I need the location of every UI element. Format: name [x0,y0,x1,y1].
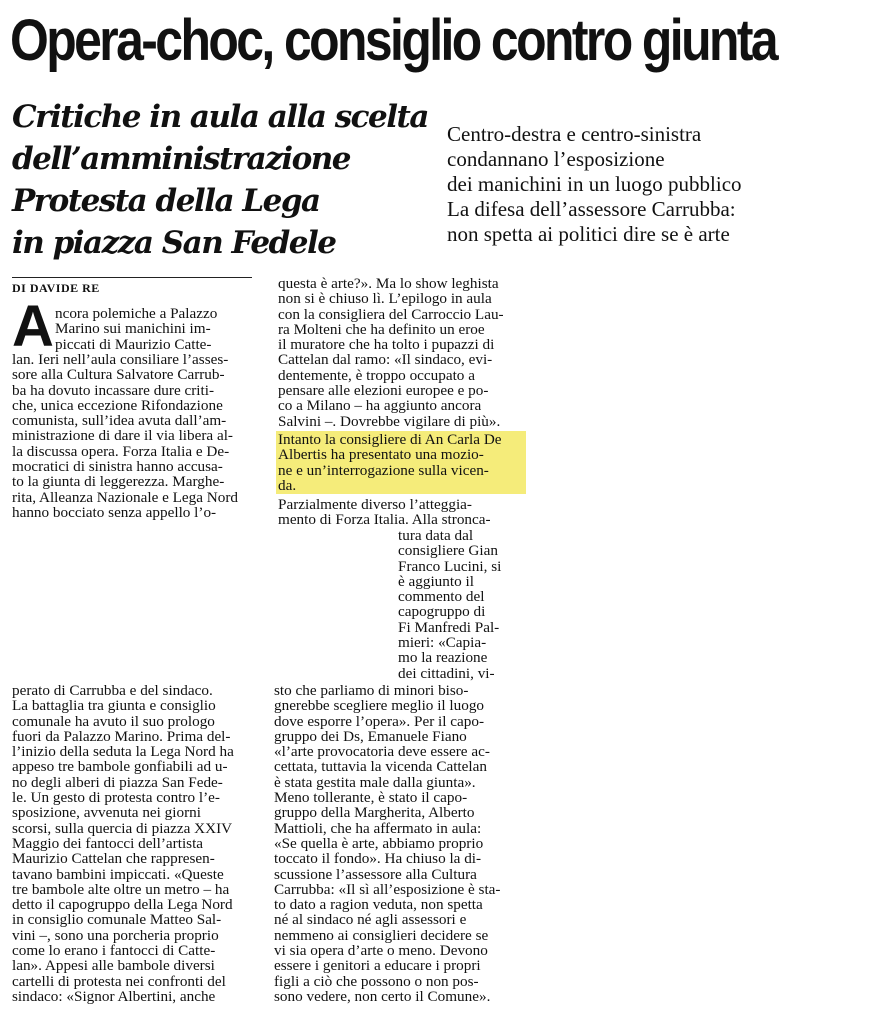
text-line: Mattioli, che ha affermato in aula: [274,819,482,837]
text-line: hanno bocciato senza appello l’o- [12,503,217,521]
text-line: co a Milano – ha aggiunto ancora [278,397,482,415]
text-line: Maurizio Cattelan che rappresen- [12,850,215,868]
text-line: rita, Alleanza Nazionale e Lega Nord [12,488,239,506]
text-line: Intanto la consigliere di An Carla De [278,431,502,448]
highlighted-passage [276,431,526,494]
text-line: la discussa opera. Forza Italia e De- [12,442,230,460]
text-line: gruppo dei Ds, Emanuele Fiano [274,727,467,745]
text-line: mo la reazione [398,649,488,667]
deck [447,122,867,247]
text-line: fuori da Palazzo Marino. Prima del- [12,727,231,745]
text-line: né al sindaco né agli assessori e [274,911,467,929]
text-line: vini –, sono una porcheria proprio [12,926,219,944]
text-line: Franco Lucini, si [398,557,502,575]
text-line: figli a ciò che possono o non pos- [274,972,479,990]
text-line: cartelli di protesta nei confronti del [12,972,226,990]
text-line: è aggiunto il [398,572,474,590]
text-line: gruppo della Margherita, Alberto [274,804,475,822]
kicker [12,96,432,264]
column-2-mid [278,497,518,528]
text-line: perato di Carrubba e del sindaco. [12,682,213,699]
text-line: scussione l’assessore alla Cultura [274,865,477,883]
text-line: Meno tollerante, è stato il capo- [274,789,468,807]
text-line: consigliere Gian [398,542,498,560]
text-line: to dato a ragion veduta, non spetta [274,896,483,914]
byline-rule [12,277,252,278]
kicker-line: Protesta della Lega [12,183,320,219]
column-2-top [278,276,518,429]
text-line: sposizione, avvenuta nei giorni [12,804,201,822]
column-2-narrow [398,528,518,681]
text-line: Salvini –. Dovrebbe vigilare di più». [278,412,501,430]
text-line: l’inizio della seduta la Lega Nord ha [12,743,234,761]
deck-line: dei manichini in un luogo pubblico [447,172,742,196]
text-line: non si è chiuso lì. L’epilogo in aula [278,290,492,308]
text-line: detto il capogruppo della Lega Nord [12,896,233,914]
text-line: da. [278,476,297,494]
text-line: cettata, tuttavia la vicenda Cattelan [274,758,487,776]
text-line: nemmeno ai consiglieri decidere se [274,926,489,944]
text-line: La battaglia tra giunta e consiglio [12,697,216,715]
column-1-top-indented [55,306,255,352]
text-line: Carrubba: «Il sì all’esposizione è sta- [274,880,501,898]
kicker-line: dell’amministrazione [12,141,351,177]
text-line: dove esporre l’opera». Per il capo- [274,712,485,730]
text-line: tura data dal [398,527,474,544]
text-line: comunista, sull’idea avuta dall’am- [12,412,227,430]
text-line: mento di Forza Italia. Alla stronca- [278,511,491,529]
text-line: sto che parliamo di minori biso- [274,682,469,699]
text-line: ne e un’interrogazione sulla vicen- [278,461,489,479]
text-line: Fi Manfredi Pal- [398,618,500,636]
text-line: Albertis ha presentato una mozio- [278,446,484,464]
text-line: sindaco: «Signor Albertini, anche [12,987,216,1005]
column-1-top [12,352,257,520]
text-line: Cattelan dal ramo: «Il sindaco, evi- [278,351,493,369]
text-line: in consiglio comunale Matteo Sal- [12,911,222,929]
text-line: lan». Appesi alle bambole diversi [12,957,215,975]
text-line: no degli alberi di piazza San Fede- [12,773,223,791]
column-1-bottom [12,683,257,1004]
text-line: «l’arte provocatoria deve essere ac- [274,743,490,761]
text-line: toccato il fondo». Ha chiuso la di- [274,850,482,868]
text-line: pensare alle elezioni europee e po- [278,382,489,400]
text-line: mieri: «Capia- [398,634,487,652]
text-line: to la giunta di leggerezza. Marghe- [12,473,225,491]
text-line: piccati di Maurizio Catte- [55,335,212,353]
text-line: appeso tre bambole gonfiabili ad u- [12,758,228,776]
text-line: tre bambole alte oltre un metro – ha [12,880,230,898]
text-line: dentemente, è troppo occupato a [278,366,475,384]
text-line: ncora polemiche a Palazzo [55,305,218,322]
text-line: sono vedere, non certo il Comune». [274,987,491,1005]
text-line: Maggio dei fantocci dell’artista [12,834,204,852]
kicker-line: Critiche in aula alla scelta [12,99,428,135]
text-line: «Se quella è arte, abbiamo proprio [274,834,484,852]
text-line: Marino sui manichini im- [55,320,211,338]
text-line: le. Un gesto di protesta contro l’e- [12,789,220,807]
text-line: ba ha dovuto incassare dure criti- [12,381,214,399]
text-line: il muratore che ha tolto i pupazzi di [278,336,495,354]
text-line: vi sia opera d’arte o meno. Devono [274,942,488,960]
text-line: ministrazione di dare il via libera al- [12,427,233,445]
text-line: dei cittadini, vi- [398,664,495,682]
text-line: con la consigliera del Carroccio Lau- [278,305,504,323]
text-line: gnerebbe scegliere meglio il luogo [274,697,485,715]
text-line: comunale ha avuto il suo prologo [12,712,215,730]
text-line: ra Molteni che ha definito un eroe [278,320,485,338]
deck-line: Centro-destra e centro-sinistra [447,122,702,146]
text-line: questa è arte?». Ma lo show leghista [278,275,499,292]
dropcap: A [12,294,54,359]
text-line: tavano bambini impiccati. «Queste [12,865,224,883]
text-line: mocratici di sinistra hanno accusa- [12,458,223,476]
text-line: scorsi, sulla quercia di piazza XXIV [12,819,233,837]
text-line: che, unica eccezione Rifondazione [12,396,223,414]
text-line: sore alla Cultura Salvatore Carrub- [12,366,225,384]
text-line: come lo erano i fantocci di Catte- [12,942,216,960]
text-line: Parzialmente diverso l’atteggia- [278,496,472,513]
byline: DI DAVIDE RE [12,281,100,295]
deck-line: La difesa dell’assessore Carrubba: [447,197,736,221]
text-line: capogruppo di [398,603,486,621]
text-line: è stata gestita male dalla giunta». [274,773,476,791]
deck-line: condannano l’esposizione [447,147,665,171]
kicker-line: in piazza San Fedele [12,225,336,261]
text-line: essere i genitori a educare i propri [274,957,481,975]
text-line: commento del [398,588,485,606]
text-line: lan. Ieri nell’aula consiliare l’asses- [12,351,229,368]
deck-line: non spetta ai politici dire se è arte [447,222,730,246]
headline: Opera-choc, consiglio contro giunta [10,8,777,73]
column-2-bottom [274,683,518,1004]
